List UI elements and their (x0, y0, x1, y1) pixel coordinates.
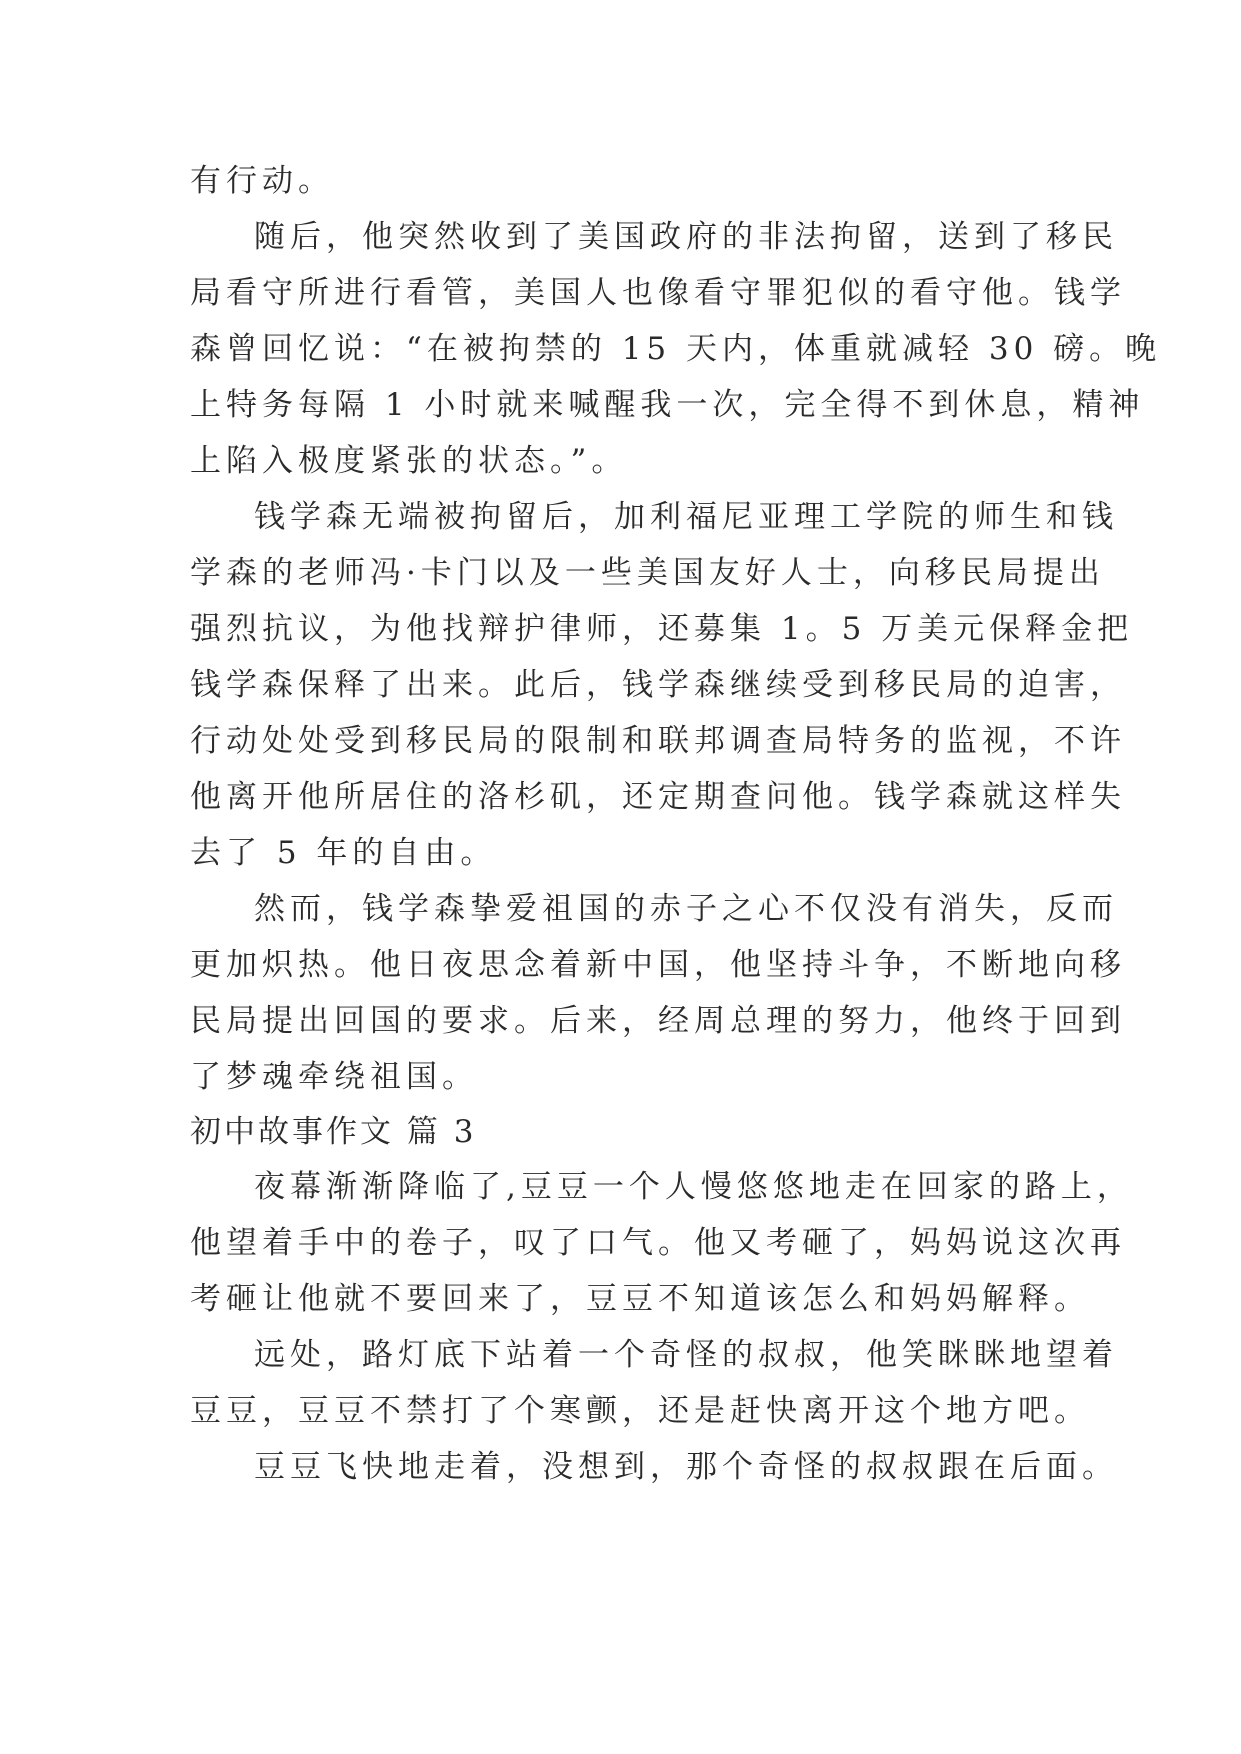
text-line: 更加炽热。他日夜思念着新中国，他坚持斗争，不断地向移 (190, 947, 1126, 983)
text-line: 他离开他所居住的洛杉矶，还定期查问他。钱学森就这样失 (190, 779, 1126, 815)
section-heading (190, 1105, 1070, 1159)
text-line: 随后，他突然收到了美国政府的非法拘留，送到了移民 (254, 219, 1118, 255)
text-line: 上特务每隔 1 小时就来喊醒我一次，完全得不到休息，精神 (190, 387, 1145, 423)
text-line: 豆豆，豆豆不禁打了个寒颤，还是赶快离开这个地方吧。 (190, 1393, 1090, 1429)
text-line: 学森的老师冯·卡门以及一些美国友好人士，向移民局提出 (190, 555, 1105, 591)
text-line: 有行动。 (190, 163, 334, 199)
text-line: 钱学森无端被拘留后，加利福尼亚理工学院的师生和钱 (254, 499, 1118, 535)
paragraph (190, 489, 1134, 881)
text-line: 了梦魂牵绕祖国。 (190, 1059, 478, 1095)
paragraph (190, 1327, 1118, 1439)
text-line: 森曾回忆说：“在被拘禁的 15 天内，体重就减轻 30 磅。晚 (190, 331, 1162, 367)
text-line: 他望着手中的卷子，叹了口气。他又考砸了，妈妈说这次再 (190, 1225, 1126, 1261)
body-text (190, 153, 1162, 1495)
paragraph (190, 1439, 1118, 1495)
text-line: 民局提出回国的要求。后来，经周总理的努力，他终于回到 (190, 1003, 1126, 1039)
text-line: 然而，钱学森挚爱祖国的赤子之心不仅没有消失，反而 (254, 891, 1118, 927)
text-line: 钱学森保释了出来。此后，钱学森继续受到移民局的迫害， (190, 667, 1126, 703)
text-line: 上陷入极度紧张的状态。”。 (190, 443, 628, 479)
paragraph (190, 209, 1162, 489)
paragraph (190, 1159, 1133, 1327)
text-line: 强烈抗议，为他找辩护律师，还募集 1。5 万美元保释金把 (190, 611, 1134, 647)
text-line: 远处，路灯底下站着一个奇怪的叔叔，他笑眯眯地望着 (254, 1337, 1118, 1373)
text-line: 去了 5 年的自由。 (190, 835, 497, 871)
text-line: 豆豆飞快地走着，没想到，那个奇怪的叔叔跟在后面。 (254, 1449, 1118, 1485)
section-title: 初中故事作文 篇 3 (190, 1114, 477, 1150)
paragraph (190, 881, 1126, 1105)
text-line: 行动处处受到移民局的限制和联邦调查局特务的监视，不许 (190, 723, 1126, 759)
text-line: 局看守所进行看管，美国人也像看守罪犯似的看守他。钱学 (190, 275, 1126, 311)
paragraph (190, 153, 1070, 209)
text-line: 夜幕渐渐降临了,豆豆一个人慢悠悠地走在回家的路上， (254, 1169, 1133, 1205)
text-line: 考砸让他就不要回来了，豆豆不知道该怎么和妈妈解释。 (190, 1281, 1090, 1317)
